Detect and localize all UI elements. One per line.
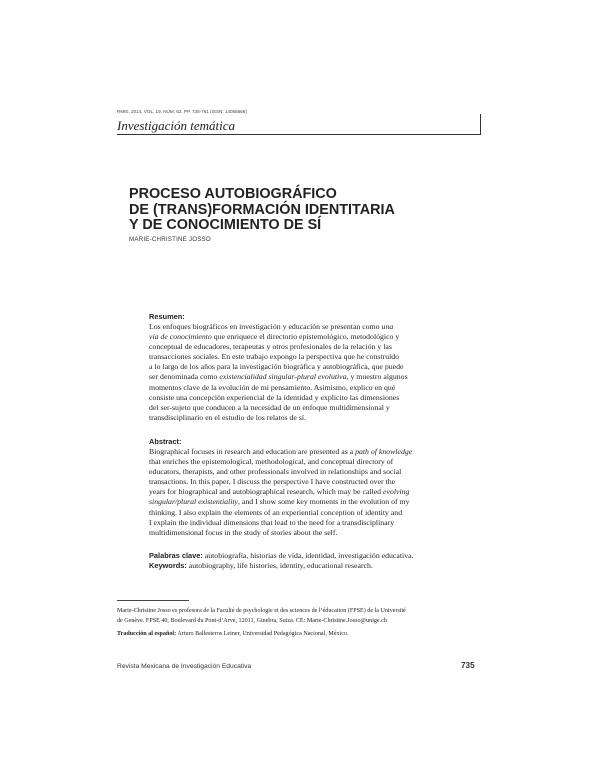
abstract-line: thinking. I also explain the elements of an experiential conception of identity and — [149, 507, 403, 517]
abstract-line: Biographical focuses in research and education are presented as a path of knowledge — [149, 447, 413, 456]
translation-text: Arturo Ballesteros Leiner, Universidad Pedagógica Nacional, México. — [176, 631, 349, 637]
resumen-line: consiste una concepción experiencial de la identidad y explicito las dimensiones — [149, 392, 400, 402]
translation-footnote — [117, 630, 485, 640]
translation-label: Traducción al español: — [117, 631, 177, 637]
section-vertical-rule — [480, 114, 481, 134]
page-number: 735 — [461, 661, 475, 670]
abstract-line: I explain the individual dimensions that lead to the need for a transdisciplinary — [149, 517, 395, 527]
title-line: Y DE CONOCIMIENTO DE SÍ — [129, 217, 322, 233]
section-label: Investigación temática — [117, 118, 236, 133]
resumen-line: Los enfoques biográficos en investigación y educación se presentan como una — [149, 322, 394, 331]
abstract-block — [149, 437, 462, 538]
resumen-line: conceptual de educadores, terapeutas y otros profesionales de la relación y las — [149, 342, 392, 352]
resumen-line: a lo largo de los años para la investigación biográfica y autobiográfica, que puede — [149, 362, 404, 372]
resumen-line: del ser-sujeto que conducen a la necesidad de un enfoque multidimensional y — [149, 402, 390, 412]
author-name: MARIE-CHRISTINE JOSSO — [129, 236, 211, 243]
section-rule — [117, 134, 481, 135]
title-line: PROCESO AUTOBIOGRÁFICO — [129, 186, 337, 202]
journal-footer: Revista Mexicana de Investigación Educativa — [117, 663, 252, 670]
abstract-line: years for biographical and autobiographical research, which may be called evolving — [149, 487, 410, 497]
keywords-es: Palabras clave: autobiografía, historias de vida, identidad, investigación educativa. — [149, 551, 414, 560]
resumen-line: transacciones sociales. En este trabajo expongo la perspectiva que he construido — [149, 352, 400, 362]
citation-header: RMIE, 2014, VOL. 19, NÚM. 62, PP. 735-761 (ISSN: 14056666) — [117, 109, 247, 114]
resumen-block — [149, 312, 462, 423]
affiliation-footnote — [117, 607, 485, 627]
abstract-line: that enriches the epistemological, methodological, and conceptual directory of — [149, 457, 394, 467]
footnote-rule — [117, 600, 189, 601]
resumen-line: transdisciplinario en el estudio de los relatos de sí. — [149, 412, 306, 422]
abstract-line: multidimensional focus in the study of stories about the self. — [149, 527, 338, 537]
resumen-line: ser denominada como existencialidad singular-plural evolutiva, y muestro algunos — [149, 372, 408, 382]
article-title — [129, 187, 449, 234]
footnote-line: Marie-Christine Josso es profesora de la Faculté de psychologie et des sciences de l’éducation (FPSE) de la Université — [117, 608, 406, 614]
keywords-en: Keywords: autobiography, life histories, identity, educational research. — [149, 561, 373, 571]
abstract-line: educators, therapists, and other professionals involved in relationships and social — [149, 467, 402, 477]
abstract-heading: Abstract: — [149, 437, 182, 446]
keywords-block — [149, 551, 462, 571]
abstract-line: singular/plural existentiality, and I show some key moments in the evolution of my — [149, 497, 410, 507]
title-line: DE (TRANS)FORMACIÓN IDENTITARIA — [129, 201, 395, 218]
resumen-line: momentos clave de la evolución de mi pensamiento. Asimismo, explico en qué — [149, 382, 396, 392]
footnote-line: de Genève. FPSE 40, Boulevard du Pont-d’Arve, 12011, Ginebra, Suiza. CE: Marie-Christine.Josso@unige.ch — [117, 617, 387, 624]
resumen-line: vía de conocimiento que enriquece el directorio epistemológico, metodológico y — [149, 332, 400, 342]
resumen-heading: Resumen: — [149, 312, 185, 321]
abstract-line: transactions. In this paper, I discuss the perspective I have constructed over the — [149, 477, 396, 487]
